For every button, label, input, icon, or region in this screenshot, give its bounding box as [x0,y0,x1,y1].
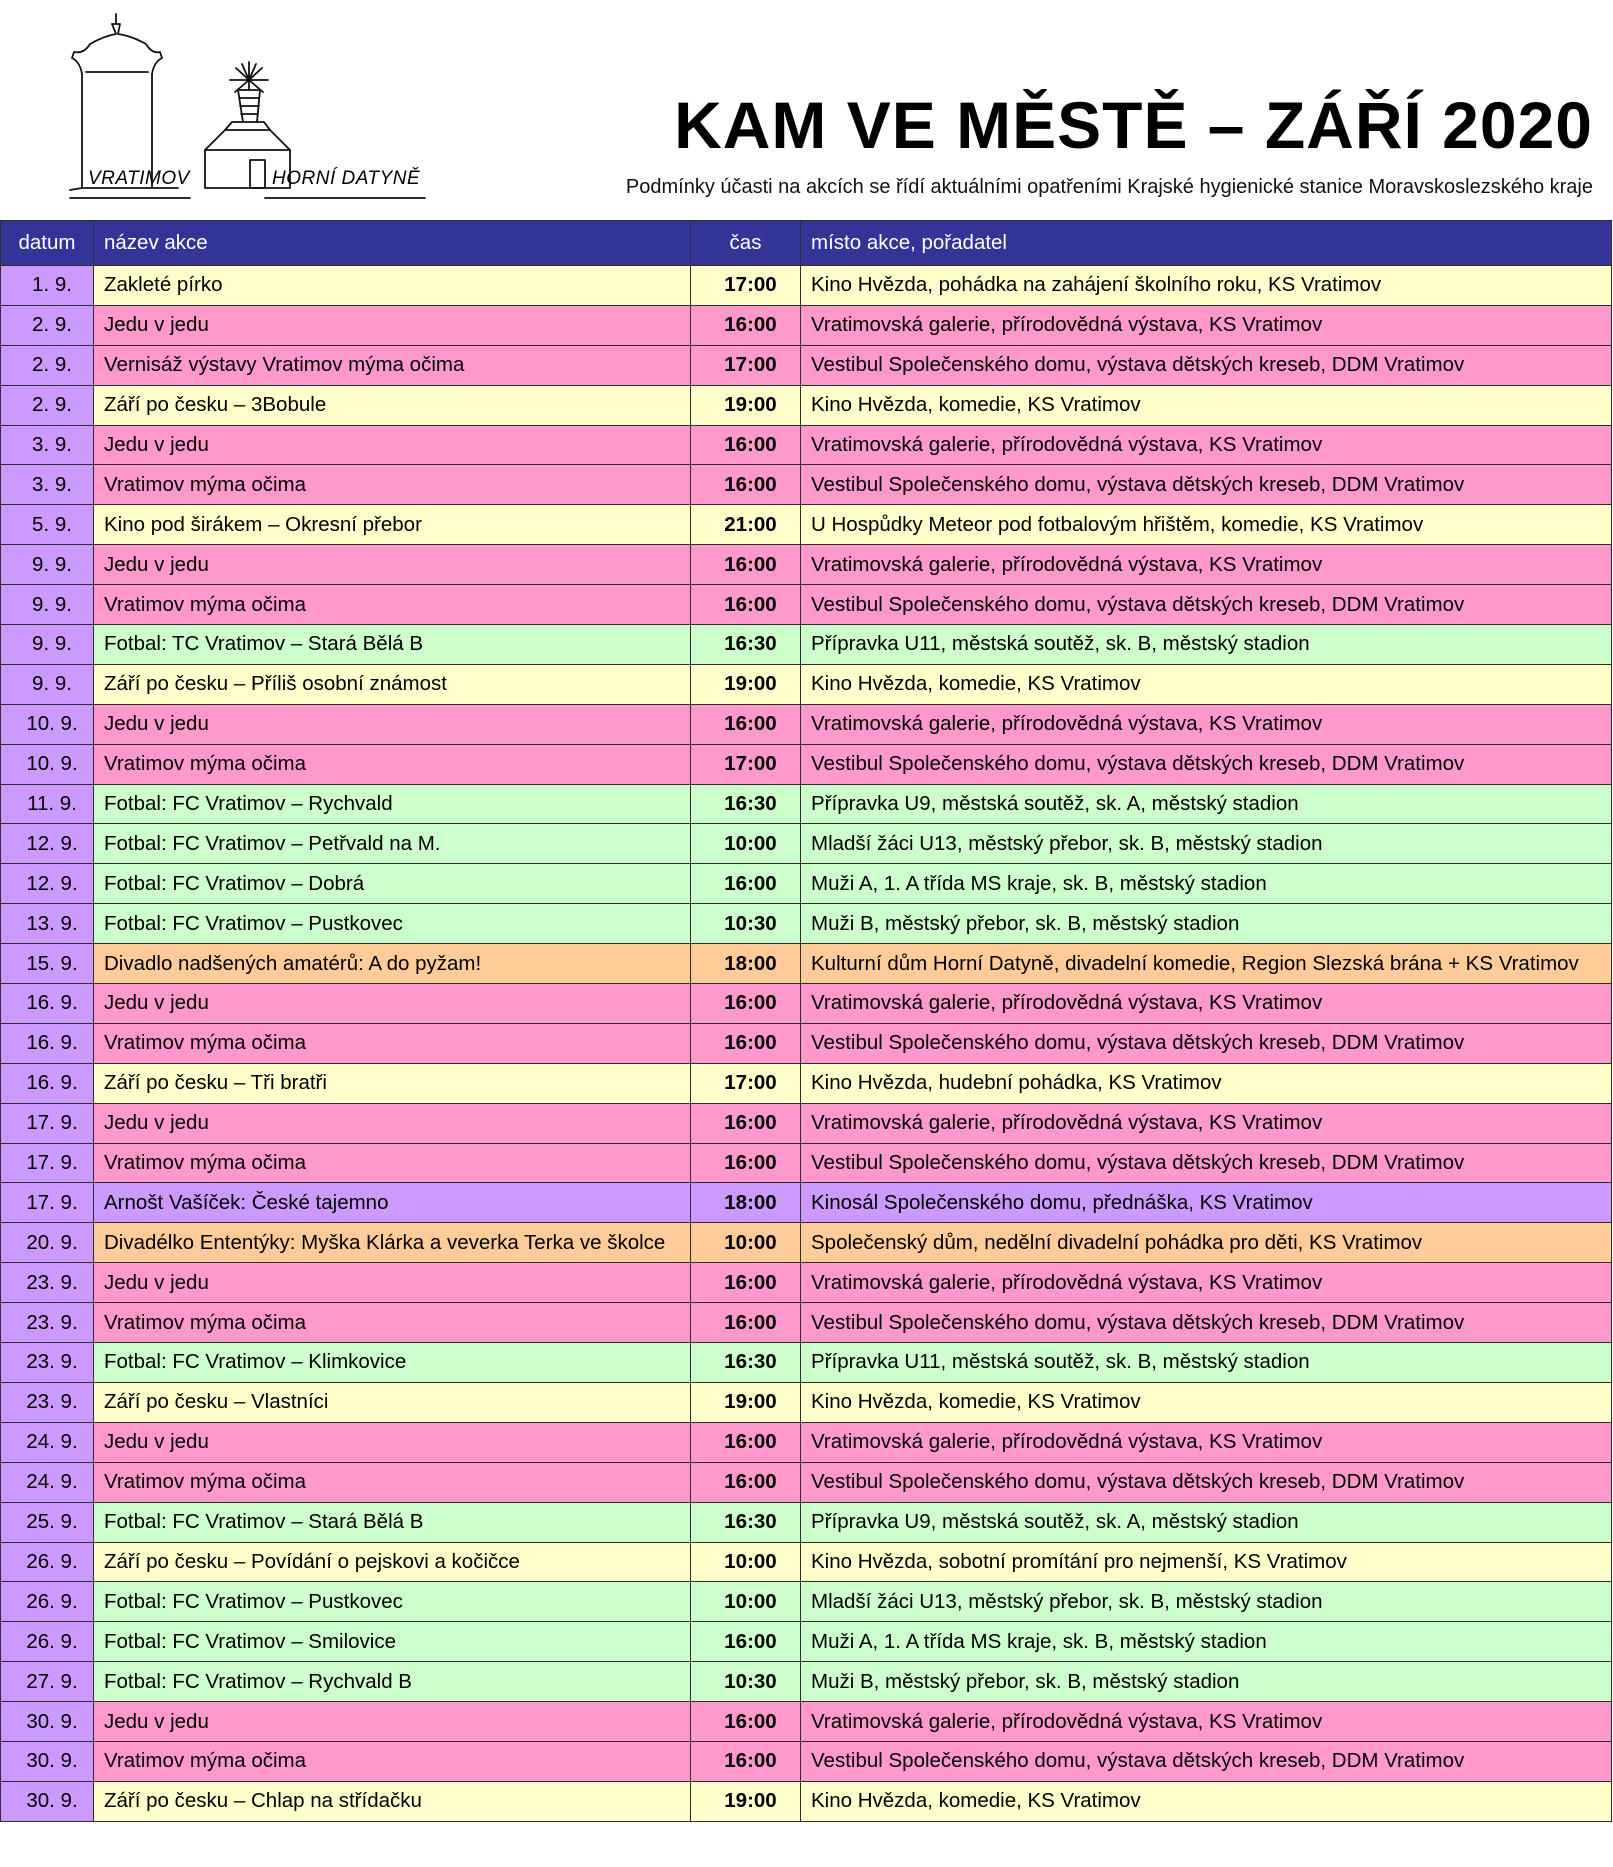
table-row [1,1542,1612,1582]
event-date: 26. 9. [1,1582,94,1622]
table-row [1,465,1612,505]
event-date: 10. 9. [1,744,94,784]
event-name: Divadélko Ententýky: Myška Klárka a veverka Terka ve školce [94,1223,691,1263]
event-time: 16:00 [691,465,801,505]
table-row [1,864,1612,904]
event-place: Vestibul Společenského domu, výstava dětských kreseb, DDM Vratimov [801,585,1612,625]
table-row [1,545,1612,585]
event-time: 17:00 [691,744,801,784]
event-time: 10:00 [691,1542,801,1582]
event-date: 16. 9. [1,1063,94,1103]
logo-text-vratimov: VRATIMOV [88,168,190,189]
event-place: Muži A, 1. A třída MS kraje, sk. B, městský stadion [801,1622,1612,1662]
event-place: Kino Hvězda, komedie, KS Vratimov [801,664,1612,704]
logo-text-horni-datyne: HORNÍ DATYNĚ [272,168,421,189]
table-row [1,266,1612,306]
event-name: Září po česku – 3Bobule [94,385,691,425]
event-name: Vratimov mýma očima [94,744,691,784]
event-date: 2. 9. [1,345,94,385]
table-row [1,625,1612,665]
event-date: 20. 9. [1,1223,94,1263]
event-name: Vratimov mýma očima [94,465,691,505]
event-time: 16:00 [691,864,801,904]
event-place: Muži A, 1. A třída MS kraje, sk. B, městský stadion [801,864,1612,904]
event-place: Přípravka U11, městská soutěž, sk. B, městský stadion [801,1343,1612,1383]
event-date: 3. 9. [1,425,94,465]
event-name: Kino pod širákem – Okresní přebor [94,505,691,545]
table-row [1,1223,1612,1263]
event-time: 16:00 [691,704,801,744]
table-row [1,1462,1612,1502]
event-date: 30. 9. [1,1741,94,1781]
event-name: Fotbal: TC Vratimov – Stará Bělá B [94,625,691,665]
event-place: Vestibul Společenského domu, výstava dětských kreseb, DDM Vratimov [801,1143,1612,1183]
event-time: 10:00 [691,1582,801,1622]
event-place: Vratimovská galerie, přírodovědná výstava, KS Vratimov [801,1422,1612,1462]
event-name: Fotbal: FC Vratimov – Pustkovec [94,904,691,944]
column-header-name: název akce [94,221,691,266]
event-name: Jedu v jedu [94,305,691,345]
event-place: Přípravka U11, městská soutěž, sk. B, městský stadion [801,625,1612,665]
event-time: 16:00 [691,1462,801,1502]
event-time: 19:00 [691,664,801,704]
event-date: 24. 9. [1,1462,94,1502]
event-name: Jedu v jedu [94,1263,691,1303]
event-name: Vratimov mýma očima [94,1741,691,1781]
event-time: 19:00 [691,1781,801,1821]
table-row [1,585,1612,625]
event-place: Vestibul Společenského domu, výstava dětských kreseb, DDM Vratimov [801,465,1612,505]
event-place: Kulturní dům Horní Datyně, divadelní komedie, Region Slezská brána + KS Vratimov [801,944,1612,984]
event-time: 16:00 [691,585,801,625]
event-date: 13. 9. [1,904,94,944]
event-time: 10:00 [691,1223,801,1263]
event-date: 24. 9. [1,1422,94,1462]
event-place: Vratimovská galerie, přírodovědná výstava, KS Vratimov [801,1702,1612,1742]
event-date: 17. 9. [1,1103,94,1143]
table-row [1,385,1612,425]
event-time: 16:00 [691,545,801,585]
event-place: U Hospůdky Meteor pod fotbalovým hřištěm, komedie, KS Vratimov [801,505,1612,545]
event-place: Kinosál Společenského domu, přednáška, KS Vratimov [801,1183,1612,1223]
event-name: Vratimov mýma očima [94,585,691,625]
event-time: 16:00 [691,1422,801,1462]
event-place: Vestibul Společenského domu, výstava dětských kreseb, DDM Vratimov [801,1023,1612,1063]
event-date: 23. 9. [1,1303,94,1343]
event-name: Arnošt Vašíček: České tajemno [94,1183,691,1223]
event-place: Kino Hvězda, hudební pohádka, KS Vratimov [801,1063,1612,1103]
event-place: Vestibul Společenského domu, výstava dětských kreseb, DDM Vratimov [801,1741,1612,1781]
event-date: 11. 9. [1,784,94,824]
event-name: Jedu v jedu [94,704,691,744]
event-time: 17:00 [691,1063,801,1103]
table-row [1,1103,1612,1143]
table-row [1,944,1612,984]
event-time: 19:00 [691,1382,801,1422]
event-time: 16:30 [691,1343,801,1383]
event-name: Fotbal: FC Vratimov – Smilovice [94,1622,691,1662]
event-time: 16:00 [691,1741,801,1781]
event-time: 16:00 [691,305,801,345]
event-date: 17. 9. [1,1183,94,1223]
event-name: Vernisáž výstavy Vratimov mýma očima [94,345,691,385]
table-row [1,345,1612,385]
event-date: 3. 9. [1,465,94,505]
event-place: Vratimovská galerie, přírodovědná výstava, KS Vratimov [801,545,1612,585]
event-place: Vestibul Společenského domu, výstava dětských kreseb, DDM Vratimov [801,345,1612,385]
event-date: 9. 9. [1,585,94,625]
table-row [1,1622,1612,1662]
event-name: Září po česku – Příliš osobní známost [94,664,691,704]
event-place: Vestibul Společenského domu, výstava dětských kreseb, DDM Vratimov [801,1462,1612,1502]
event-time: 16:00 [691,1103,801,1143]
event-time: 18:00 [691,1183,801,1223]
event-name: Září po česku – Tři bratři [94,1063,691,1103]
event-name: Jedu v jedu [94,984,691,1024]
event-place: Mladší žáci U13, městský přebor, sk. B, městský stadion [801,1582,1612,1622]
event-date: 5. 9. [1,505,94,545]
table-header-row [1,221,1612,266]
table-row [1,1702,1612,1742]
event-name: Fotbal: FC Vratimov – Pustkovec [94,1582,691,1622]
column-header-place: místo akce, pořadatel [801,221,1612,266]
table-row [1,744,1612,784]
event-date: 2. 9. [1,385,94,425]
event-name: Září po česku – Chlap na střídačku [94,1781,691,1821]
event-name: Září po česku – Povídání o pejskovi a kočičce [94,1542,691,1582]
event-time: 21:00 [691,505,801,545]
event-time: 16:00 [691,425,801,465]
event-name: Fotbal: FC Vratimov – Petřvald na M. [94,824,691,864]
event-place: Vratimovská galerie, přírodovědná výstava, KS Vratimov [801,305,1612,345]
event-name: Jedu v jedu [94,1702,691,1742]
event-date: 12. 9. [1,864,94,904]
event-place: Kino Hvězda, komedie, KS Vratimov [801,1781,1612,1821]
table-row [1,1343,1612,1383]
event-time: 16:00 [691,1702,801,1742]
event-place: Společenský dům, nedělní divadelní pohádka pro děti, KS Vratimov [801,1223,1612,1263]
table-row [1,1263,1612,1303]
event-date: 26. 9. [1,1542,94,1582]
event-name: Jedu v jedu [94,1103,691,1143]
event-time: 16:30 [691,625,801,665]
column-header-time: čas [691,221,801,266]
event-place: Vestibul Společenského domu, výstava dětských kreseb, DDM Vratimov [801,1303,1612,1343]
event-date: 16. 9. [1,1023,94,1063]
event-date: 12. 9. [1,824,94,864]
table-row [1,904,1612,944]
event-place: Vratimovská galerie, přírodovědná výstava, KS Vratimov [801,425,1612,465]
table-row [1,1382,1612,1422]
event-date: 27. 9. [1,1662,94,1702]
table-row [1,1502,1612,1542]
table-row [1,784,1612,824]
event-name: Vratimov mýma očima [94,1303,691,1343]
event-date: 2. 9. [1,305,94,345]
event-date: 23. 9. [1,1263,94,1303]
event-date: 30. 9. [1,1702,94,1742]
event-name: Divadlo nadšených amatérů: A do pyžam! [94,944,691,984]
event-date: 25. 9. [1,1502,94,1542]
event-date: 9. 9. [1,625,94,665]
column-header-date: datum [1,221,94,266]
event-place: Přípravka U9, městská soutěž, sk. A, městský stadion [801,784,1612,824]
event-time: 16:00 [691,1303,801,1343]
event-date: 9. 9. [1,545,94,585]
event-name: Fotbal: FC Vratimov – Dobrá [94,864,691,904]
event-date: 17. 9. [1,1143,94,1183]
event-time: 16:30 [691,784,801,824]
event-place: Kino Hvězda, komedie, KS Vratimov [801,385,1612,425]
event-name: Fotbal: FC Vratimov – Stará Bělá B [94,1502,691,1542]
event-time: 16:00 [691,1263,801,1303]
event-time: 16:00 [691,984,801,1024]
event-time: 19:00 [691,385,801,425]
event-time: 10:30 [691,1662,801,1702]
event-date: 23. 9. [1,1343,94,1383]
table-row [1,1183,1612,1223]
page-title: KAM VE MĚSTĚ – ZÁŘÍ 2020 [674,88,1593,162]
event-place: Kino Hvězda, sobotní promítání pro nejmenší, KS Vratimov [801,1542,1612,1582]
event-date: 9. 9. [1,664,94,704]
event-name: Jedu v jedu [94,425,691,465]
event-name: Září po česku – Vlastníci [94,1382,691,1422]
table-row [1,824,1612,864]
event-name: Vratimov mýma očima [94,1143,691,1183]
event-name: Fotbal: FC Vratimov – Rychvald [94,784,691,824]
event-place: Přípravka U9, městská soutěž, sk. A, městský stadion [801,1502,1612,1542]
event-name: Jedu v jedu [94,545,691,585]
event-time: 16:00 [691,1023,801,1063]
event-place: Vratimovská galerie, přírodovědná výstava, KS Vratimov [801,1103,1612,1143]
table-row [1,1422,1612,1462]
table-row [1,505,1612,545]
event-place: Vestibul Společenského domu, výstava dětských kreseb, DDM Vratimov [801,744,1612,784]
event-name: Jedu v jedu [94,1422,691,1462]
event-place: Kino Hvězda, pohádka na zahájení školního roku, KS Vratimov [801,266,1612,306]
table-row [1,664,1612,704]
event-place: Vratimovská galerie, přírodovědná výstava, KS Vratimov [801,1263,1612,1303]
event-date: 26. 9. [1,1622,94,1662]
table-row [1,425,1612,465]
table-row [1,1781,1612,1821]
event-name: Vratimov mýma očima [94,1462,691,1502]
table-row [1,704,1612,744]
event-date: 15. 9. [1,944,94,984]
table-row [1,1303,1612,1343]
event-date: 10. 9. [1,704,94,744]
table-row [1,1662,1612,1702]
table-row [1,1741,1612,1781]
event-place: Muži B, městský přebor, sk. B, městský stadion [801,904,1612,944]
event-name: Vratimov mýma očima [94,1023,691,1063]
event-place: Mladší žáci U13, městský přebor, sk. B, městský stadion [801,824,1612,864]
event-name: Fotbal: FC Vratimov – Rychvald B [94,1662,691,1702]
event-time: 10:00 [691,824,801,864]
event-time: 16:00 [691,1143,801,1183]
table-row [1,1063,1612,1103]
event-place: Vratimovská galerie, přírodovědná výstava, KS Vratimov [801,984,1612,1024]
table-row [1,984,1612,1024]
table-row [1,1023,1612,1063]
event-name: Zakleté pírko [94,266,691,306]
table-row [1,1143,1612,1183]
event-date: 1. 9. [1,266,94,306]
table-row [1,305,1612,345]
event-date: 23. 9. [1,1382,94,1422]
event-name: Fotbal: FC Vratimov – Klimkovice [94,1343,691,1383]
events-table [0,220,1612,1822]
event-time: 16:30 [691,1502,801,1542]
table-row [1,1582,1612,1622]
event-date: 16. 9. [1,984,94,1024]
event-time: 17:00 [691,345,801,385]
event-time: 16:00 [691,1622,801,1662]
event-time: 10:30 [691,904,801,944]
event-place: Vratimovská galerie, přírodovědná výstava, KS Vratimov [801,704,1612,744]
event-time: 17:00 [691,266,801,306]
event-time: 18:00 [691,944,801,984]
page-subtitle: Podmínky účasti na akcích se řídí aktuálními opatřeními Krajské hygienické stanice Moravskoslezského kraje [625,176,1593,198]
event-place: Kino Hvězda, komedie, KS Vratimov [801,1382,1612,1422]
event-place: Muži B, městský přebor, sk. B, městský stadion [801,1662,1612,1702]
event-date: 30. 9. [1,1781,94,1821]
